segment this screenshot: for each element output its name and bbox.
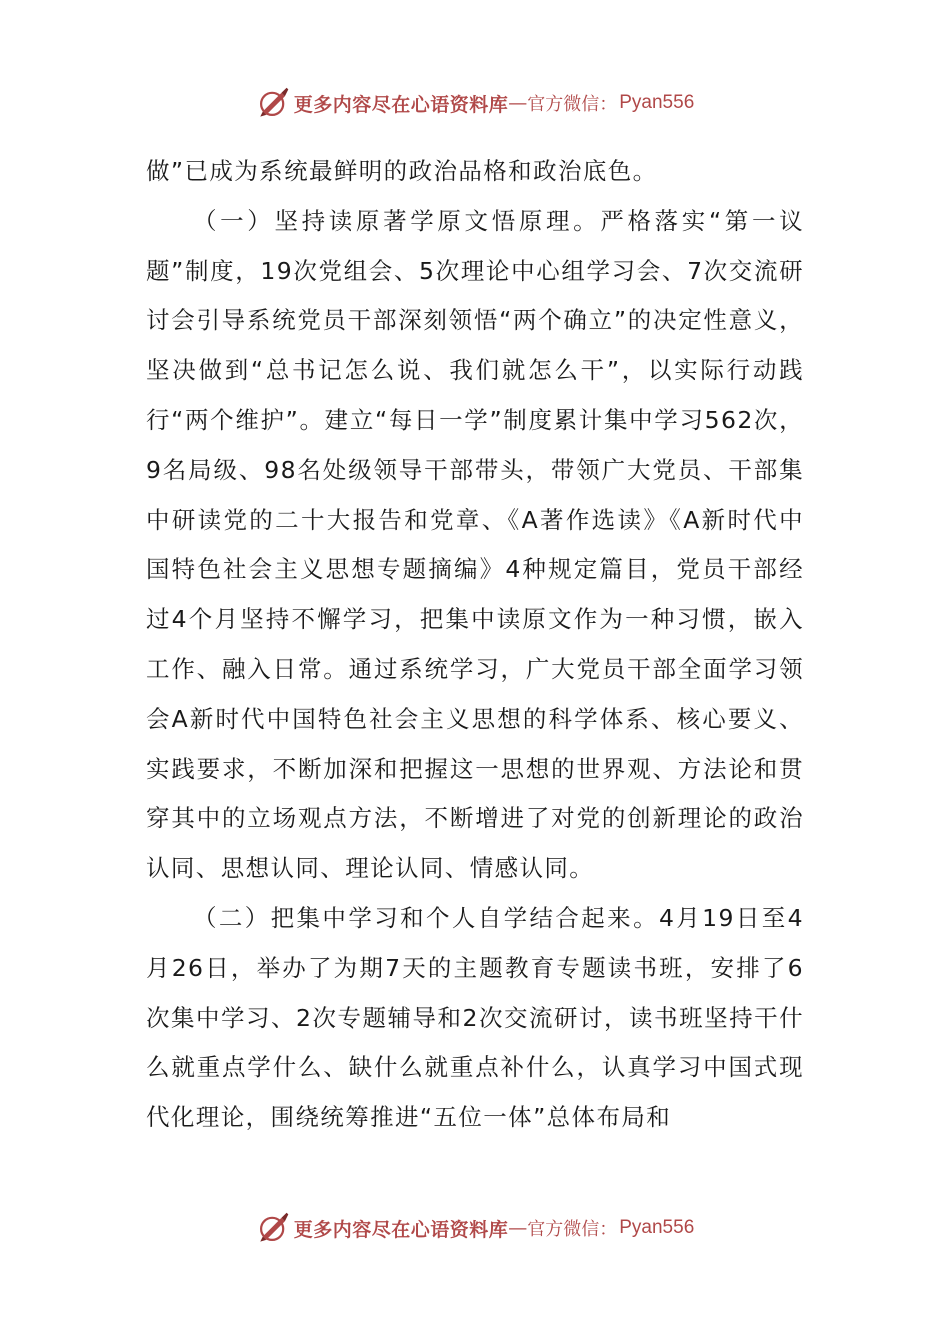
footer-banner bbox=[0, 1208, 950, 1248]
pen-logo-icon bbox=[256, 86, 290, 120]
paragraph-section-two: （二）把集中学习和个人自学结合起来。4月19日至4月26日，举办了为期7天的主题教育专题读书班，安排了6次集中学习、2次专题辅导和2次交流研讨，读书班坚持干什么就重点学什么、缺什么就重点补什么，认真学习中国式现代化理论，围绕统筹推进“五位一体”总体布局和 bbox=[146, 903, 804, 1132]
paragraph-section-one: （一）坚持读原著学原文悟原理。严格落实“第一议题”制度，19次党组会、5次理论中心组学习会、7次交流研讨会引导系统党员干部深刻领悟“两个确立”的决定性意义，坚决做到“总书记怎么说、我们就怎么干”，以实际行动践行“两个维护”。建立“每日一学”制度累计集中学习562次，9名局级、98名处级领导干部带头，带领广大党员、干部集中研读党的二十大报告和党章、《A著作选读》《A新时代中国特色社会主义思想专题摘编》4种规定篇目，党员干部经过4个月坚持不懈学习，把集中读原文作为一种习惯，嵌入工作、融入日常。通过系统学习，广大党员干部全面学习领会A新时代中国特色社会主义思想的科学体系、核心要义、实践要求，不断加深和把握这一思想的世界观、方法论和贯穿其中的立场观点方法，不断增进了对党的创新理论的政治认同、思想认同、理论认同、情感认同。 bbox=[146, 206, 804, 883]
wechat-label: 官方微信： bbox=[527, 1219, 618, 1240]
pen-logo-icon bbox=[256, 1211, 290, 1245]
wechat-label: 官方微信： bbox=[527, 94, 618, 115]
wechat-id: Pyan556 bbox=[619, 92, 695, 113]
banner-separator: — bbox=[508, 92, 528, 114]
wechat-id: Pyan556 bbox=[619, 1217, 695, 1238]
banner-text: 更多内容尽在心语资料库 bbox=[293, 93, 509, 116]
banner-separator: — bbox=[508, 1217, 528, 1239]
header-banner bbox=[0, 83, 950, 123]
paragraph-continuation: 做”已成为系统最鲜明的政治品格和政治底色。 bbox=[146, 157, 658, 185]
banner-text: 更多内容尽在心语资料库 bbox=[293, 1218, 509, 1241]
document-body bbox=[146, 147, 804, 1143]
